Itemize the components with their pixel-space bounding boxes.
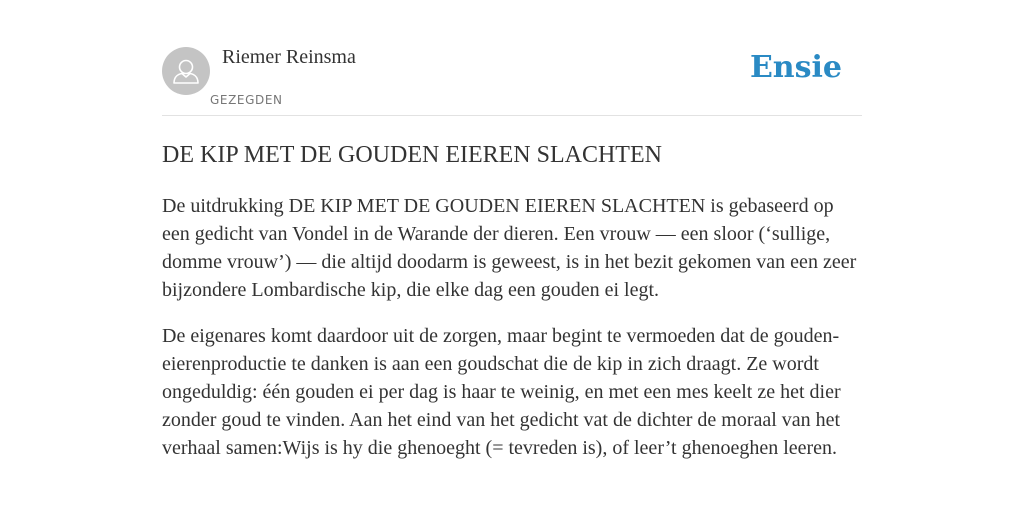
user-placeholder-icon <box>162 47 210 95</box>
category-label[interactable]: GEZEGDEN <box>210 93 283 107</box>
author-name[interactable]: Riemer Reinsma <box>222 46 356 68</box>
page <box>162 0 862 459</box>
article-title: DE KIP MET DE GOUDEN EIEREN SLACHTEN <box>162 142 662 168</box>
article-paragraph: De eigenares komt daardoor uit de zorgen, maar begint te vermoeden dat de gouden-eierenproductie te danken is aan een goudschat die de kip in zich draagt. Ze wordt ongeduldig: één gouden ei per dag is haar te weinig, en met een mes keelt ze het dier zonder goud te vinden. Aan het eind van het gedicht vat de dichter de moraal van het verhaal samen:Wijs is hy die ghenoeght (= tevreden is), of leer’t ghenoeghen leeren. <box>162 325 841 459</box>
site-logo[interactable]: Ensie <box>749 50 842 85</box>
article-body <box>162 192 862 480</box>
header <box>162 0 862 116</box>
article-paragraph: De uitdrukking DE KIP MET DE GOUDEN EIEREN SLACHTEN is gebaseerd op een gedicht van Vondel in de Warande der dieren. Een vrouw — een sloor (‘sullige, domme vrouw’) — die altijd doodarm is geweest, is in het bezit gekomen van een zeer bijzondere Lombardische kip, die elke dag een gouden ei legt. <box>162 195 857 301</box>
avatar[interactable] <box>162 47 210 95</box>
